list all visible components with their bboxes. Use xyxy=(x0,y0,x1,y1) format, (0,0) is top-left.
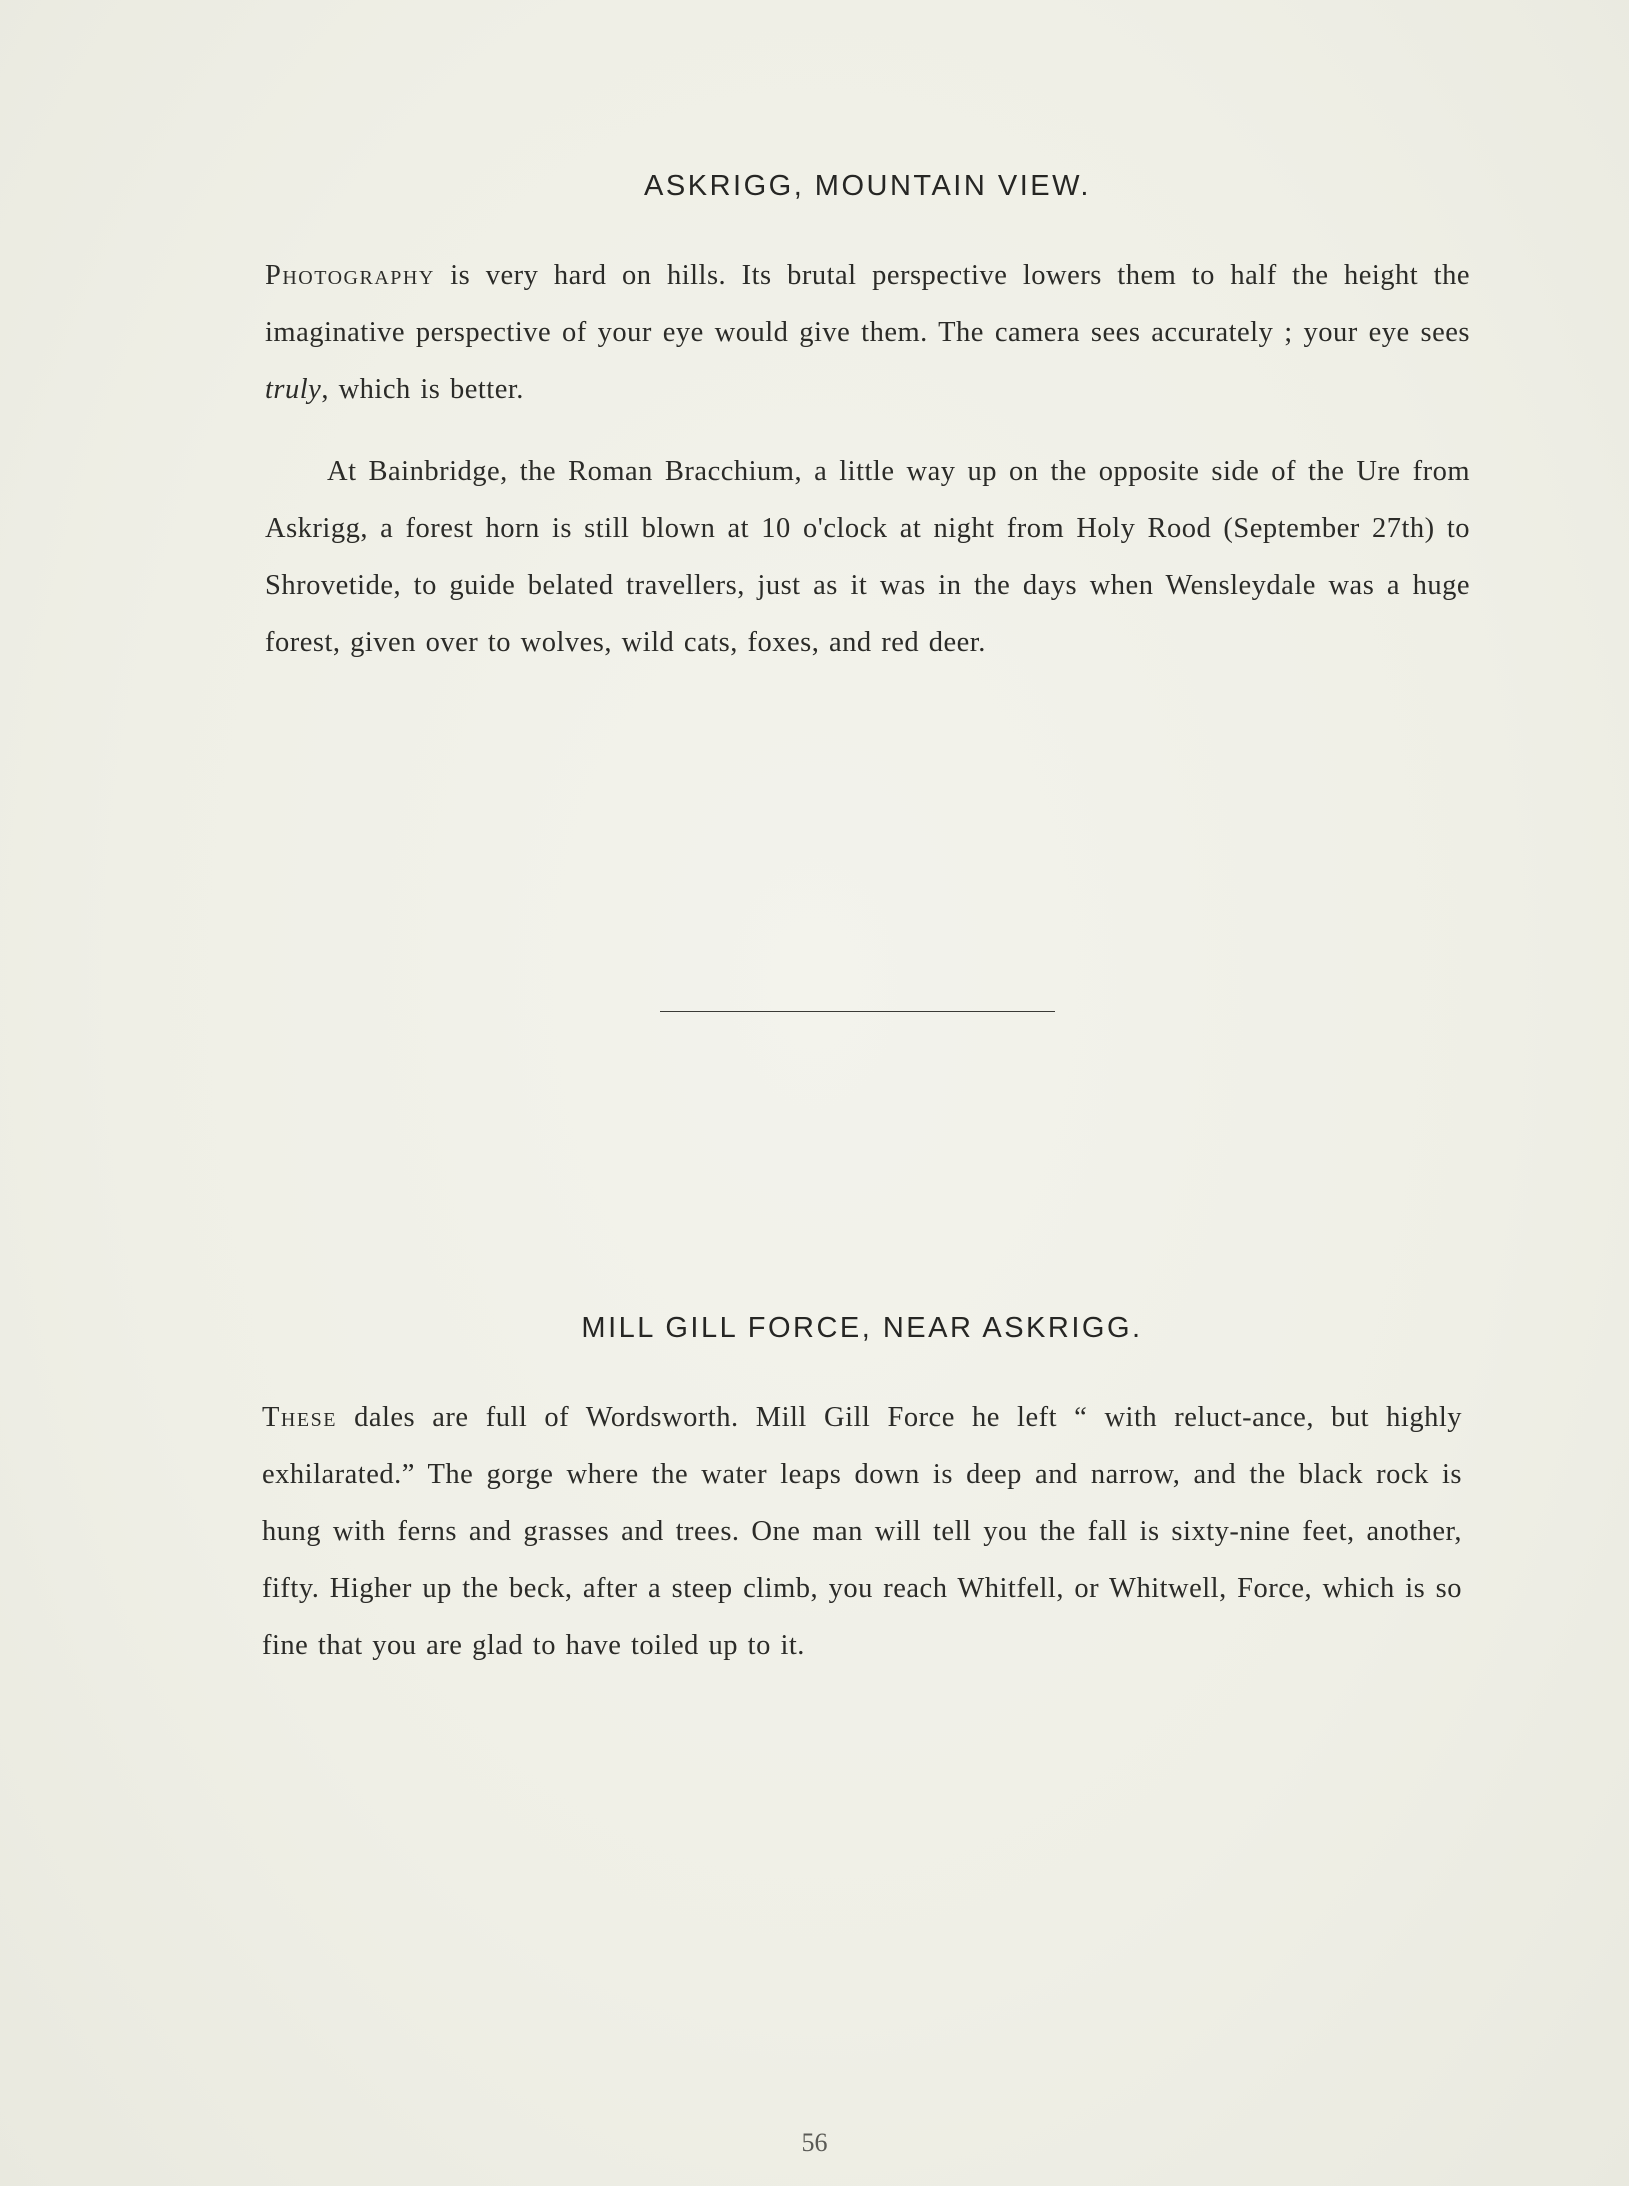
page-number: 56 xyxy=(801,2128,828,2157)
paragraph xyxy=(262,1389,1462,1674)
section-askrigg-mountain-view xyxy=(265,170,1470,671)
section-heading: MILL GILL FORCE, NEAR ASKRIGG. xyxy=(581,1312,1143,1344)
paragraph-tail: , which is better. xyxy=(321,374,524,405)
section-heading: ASKRIGG, MOUNTAIN VIEW. xyxy=(644,170,1091,202)
section-divider xyxy=(660,1011,1055,1012)
section-mill-gill-force xyxy=(262,1312,1462,1674)
paragraph-emphasis: truly xyxy=(265,374,322,405)
paragraph-lead-word: These xyxy=(262,1402,337,1433)
paragraph xyxy=(265,247,1470,418)
paragraph-lead-word: Photography xyxy=(265,260,435,291)
paragraph-text: is very hard on hills. Its brutal perspective lowers them to half the height the imaginative perspective of your eye would give them. The camera sees accurately ; your eye sees xyxy=(265,260,1470,348)
paragraph-text: dales are full of Wordsworth. Mill Gill Force he left “ with reluct-ance, but highly exhilarated.” The gorge where the water leaps down is deep and narrow, and the black rock is hung with ferns and grasses and trees. One man will tell you the fall is sixty-nine feet, another, fifty. Higher up the beck, after a steep climb, you reach Whitfell, or Whitwell, Force, which is so fine that you are glad to have toiled up to it. xyxy=(262,1402,1462,1661)
paragraph: At Bainbridge, the Roman Bracchium, a little way up on the opposite side of the Ure from Askrigg, a forest horn is still blown at 10 o'clock at night from Holy Rood (September 27th) to Shrovetide, to guide belated travellers, just as it was in the days when Wensleydale was a huge forest, given over to wolves, wild cats, foxes, and red deer. xyxy=(265,456,1470,658)
